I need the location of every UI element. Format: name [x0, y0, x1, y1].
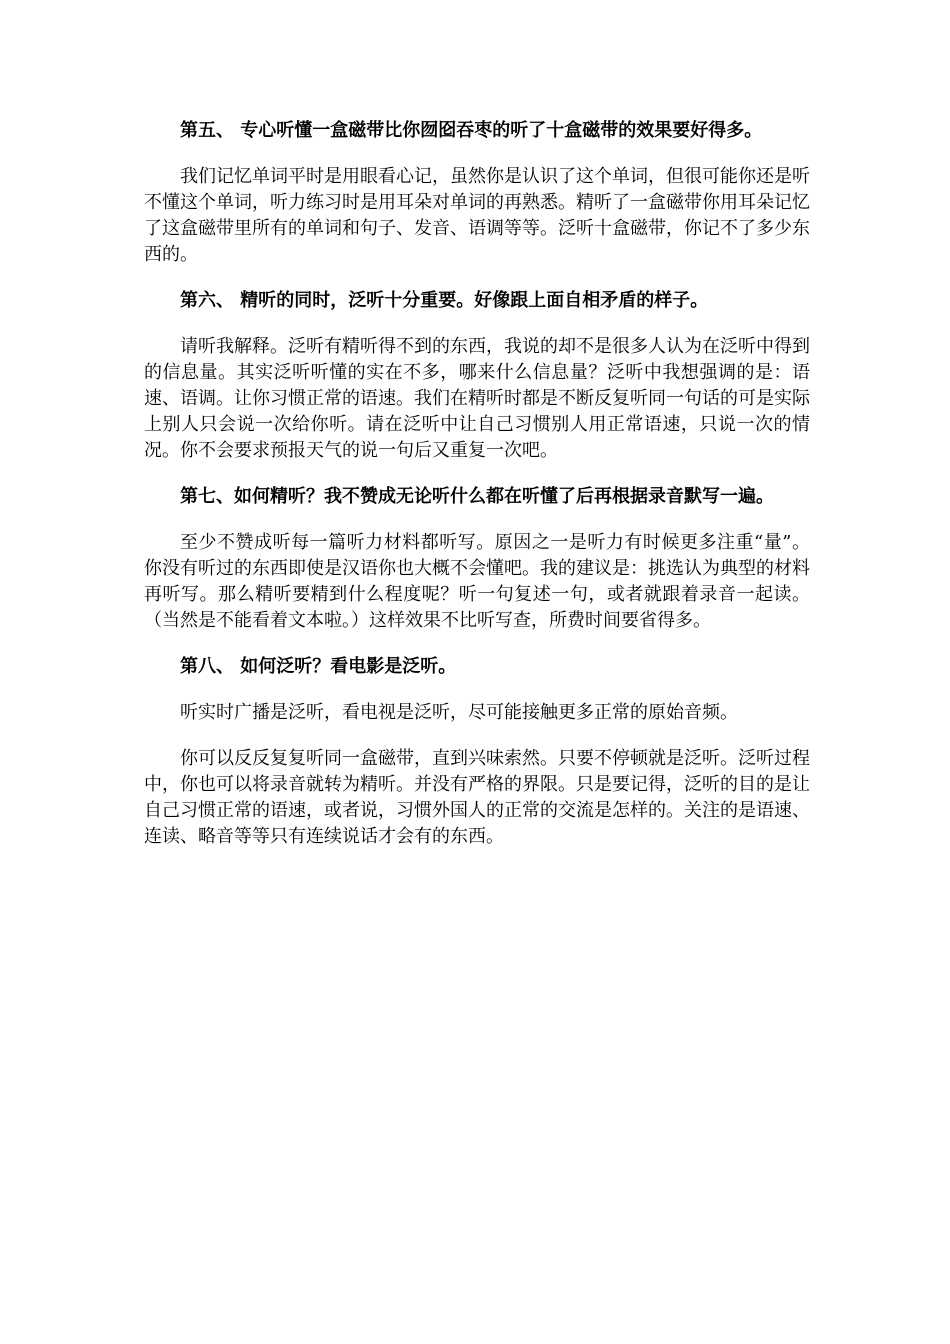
section-8-paragraph-2: 你可以反反复复听同一盒磁带，直到兴味索然。只要不停顿就是泛听。泛听过程中，你也可以将录音就转为精听。并没有严格的界限。只是要记得，泛听的目的是让自己习惯正常的语速，或者说，习惯外国人的正常的交流是怎样的。关注的是语速、连读、略音等等只有连续说话才会有的东西。 — [144, 748, 810, 847]
section-6-paragraph: 请听我解释。泛听有精听得不到的东西，我说的却不是很多人认为在泛听中得到的信息量。其实泛听听懂的实在不多，哪来什么信息量？泛听中我想强调的是：语速、语调。让你习惯正常的语速。我们在精听时都是不断反复听同一句话的可是实际上别人只会说一次给你听。请在泛听中让自己习惯别人用正常语速，只说一次的情况。你不会要求预报天气的说一句后又重复一次吧。 — [144, 336, 810, 461]
section-8-paragraph-1: 听实时广播是泛听，看电视是泛听，尽可能接触更多正常的原始音频。 — [180, 702, 738, 723]
section-8-heading: 第八、 如何泛听？看电影是泛听。 — [180, 656, 457, 677]
section-5-heading: 第五、 专心听懂一盒磁带比你囫囵吞枣的听了十盒磁带的效果要好得多。 — [180, 120, 763, 141]
section-5-paragraph: 我们记忆单词平时是用眼看心记，虽然你是认识了这个单词，但很可能你还是听不懂这个单词，听力练习时是用耳朵对单词的再熟悉。精听了一盒磁带你用耳朵记忆了这盒磁带里所有的单词和句子、发音、语调等等。泛听十盒磁带，你记不了多少东西的。 — [144, 166, 810, 265]
document-page — [144, 118, 810, 870]
section-6-heading: 第六、 精听的同时，泛听十分重要。好像跟上面自相矛盾的样子。 — [180, 290, 709, 311]
section-7-heading: 第七、如何精听？我不赞成无论听什么都在听懂了后再根据录音默写一遍。 — [180, 486, 774, 507]
section-7-paragraph: 至少不赞成听每一篇听力材料都听写。原因之一是听力有时候更多注重“量”。你没有听过的东西即使是汉语你也大概不会懂吧。我的建议是：挑选认为典型的材料再听写。那么精听要精到什么程度呢？听一句复述一句，或者就跟着录音一起读。（当然是不能看着文本啦。）这样效果不比听写查，所费时间要省得多。 — [144, 532, 810, 631]
